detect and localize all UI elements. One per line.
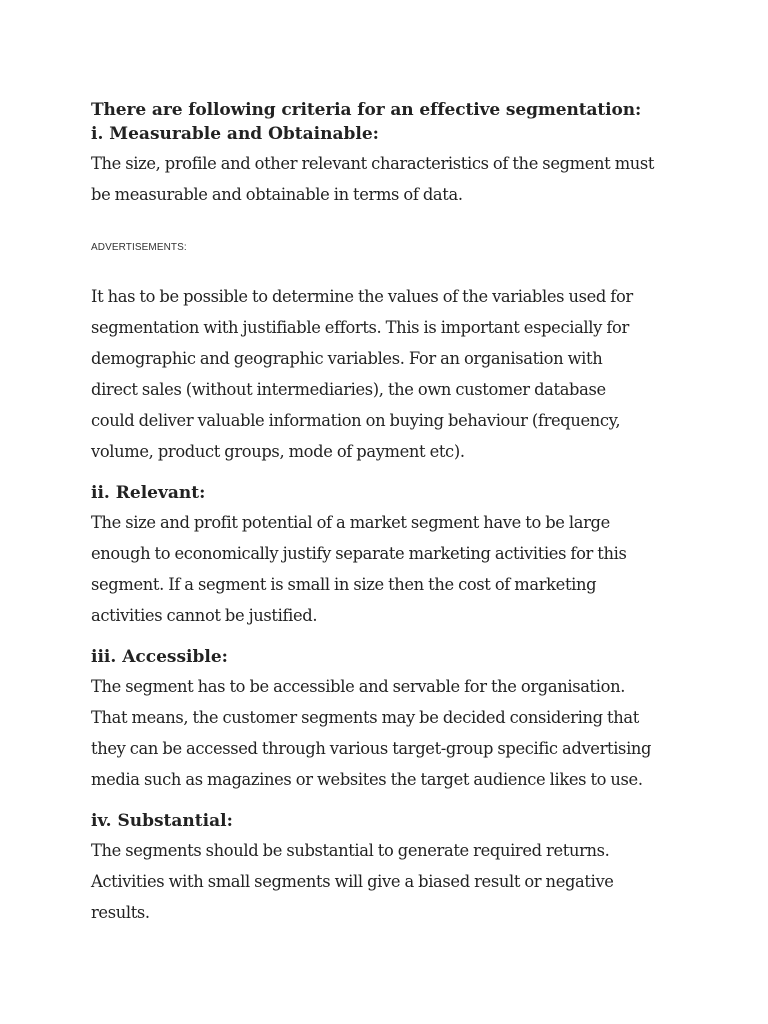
- paragraph-line: demographic and geographic variables. For an organisation with: [91, 349, 603, 368]
- paragraph-line: The size, profile and other relevant characteristics of the segment must: [91, 154, 655, 173]
- paragraph-line: enough to economically justify separate marketing activities for this: [91, 544, 627, 563]
- paragraph-line: The size and profit potential of a market segment have to be large: [91, 513, 610, 532]
- paragraph-line: media such as magazines or websites the target audience likes to use.: [91, 770, 643, 789]
- paragraph-line: The segments should be substantial to generate required returns.: [91, 841, 610, 860]
- section-paragraph-relevant: [91, 507, 691, 631]
- section-paragraph-measurable: [91, 148, 691, 210]
- paragraph-line: results.: [91, 903, 150, 922]
- paragraph-line: could deliver valuable information on buying behaviour (frequency,: [91, 411, 621, 430]
- paragraph-line: they can be accessed through various target-group specific advertising: [91, 739, 652, 758]
- paragraph-line: segment. If a segment is small in size then the cost of marketing: [91, 575, 597, 594]
- article-body: [91, 98, 691, 928]
- intro-heading: There are following criteria for an effective segmentation:: [91, 100, 642, 120]
- section-heading-relevant: ii. Relevant:: [91, 483, 206, 503]
- paragraph-variables: [91, 281, 691, 467]
- paragraph-line: That means, the customer segments may be decided considering that: [91, 708, 639, 727]
- paragraph-line: It has to be possible to determine the values of the variables used for: [91, 287, 633, 306]
- section-heading-accessible: iii. Accessible:: [91, 647, 228, 667]
- paragraph-line: volume, product groups, mode of payment etc).: [91, 442, 465, 461]
- section-heading-measurable: i. Measurable and Obtainable:: [91, 124, 379, 144]
- paragraph-line: segmentation with justifiable efforts. This is important especially for: [91, 318, 629, 337]
- advertisements-label: ADVERTISEMENTS:: [91, 242, 187, 253]
- section-heading-substantial: iv. Substantial:: [91, 811, 233, 831]
- section-paragraph-accessible: [91, 671, 691, 795]
- section-paragraph-substantial: [91, 835, 691, 928]
- paragraph-line: Activities with small segments will give a biased result or negative: [91, 872, 614, 891]
- paragraph-line: activities cannot be justified.: [91, 606, 318, 625]
- paragraph-line: The segment has to be accessible and servable for the organisation.: [91, 677, 626, 696]
- paragraph-line: be measurable and obtainable in terms of data.: [91, 185, 463, 204]
- paragraph-line: direct sales (without intermediaries), the own customer database: [91, 380, 606, 399]
